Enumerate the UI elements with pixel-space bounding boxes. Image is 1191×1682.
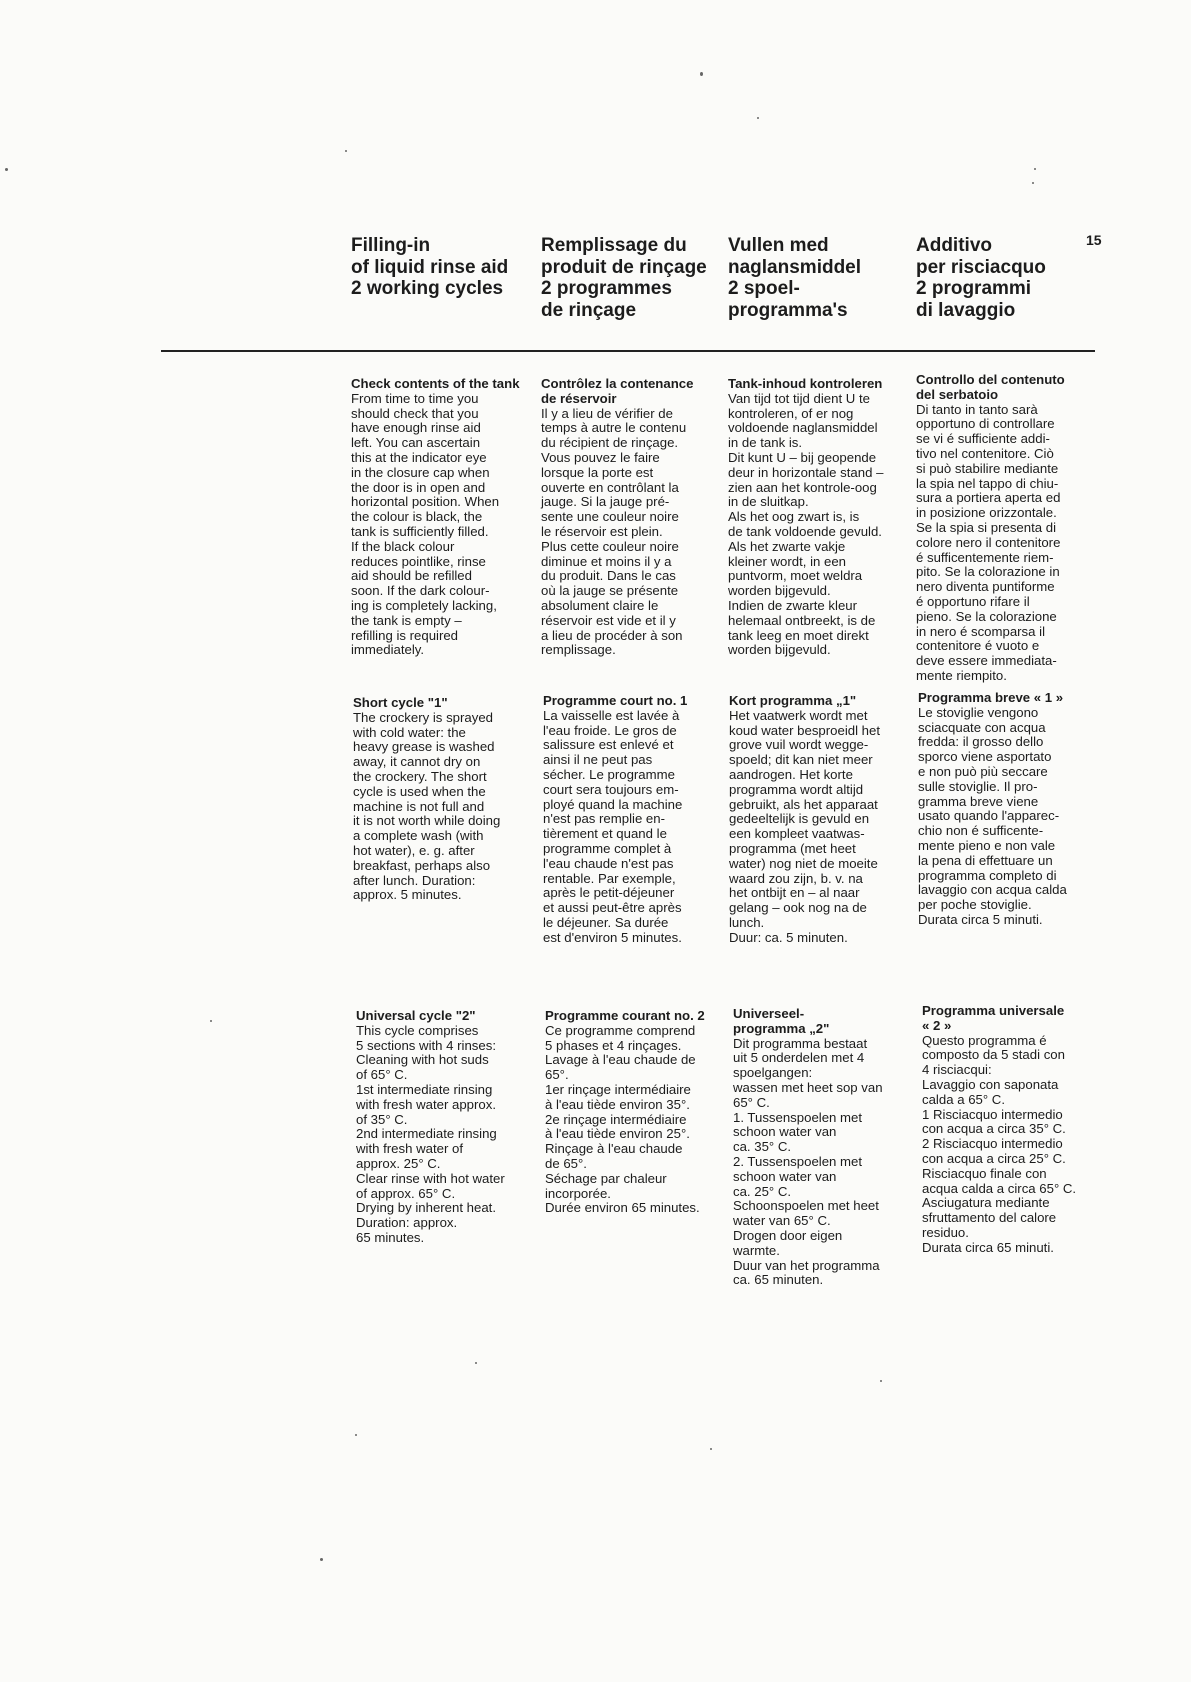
body-text-line: helemaal ontbreekt, is de xyxy=(728,612,876,628)
body-text-line: Rinçage à l'eau chaude xyxy=(545,1141,683,1157)
body-text-line: het ontbijt en – al naar xyxy=(729,885,860,901)
body-text-line: 4 risciacqui: xyxy=(922,1062,992,1078)
body-text-line: programme complet à xyxy=(543,840,672,856)
body-text-line: grove vuil wordt wegge- xyxy=(729,737,869,753)
body-text-line: du récipient de rinçage. xyxy=(541,435,679,451)
body-text-line: mente pieno e non vale xyxy=(918,837,1056,853)
body-text-line: 2. Tussenspoelen met xyxy=(733,1153,863,1169)
body-text-line: tivo nel contenitore. Ciò xyxy=(916,445,1054,461)
body-text-line: per poche stoviglie. xyxy=(918,897,1032,913)
body-text-line: Ce programme comprend xyxy=(545,1022,696,1038)
scan-speck xyxy=(700,72,703,76)
body-text-line: où la jauge se présente xyxy=(541,583,679,599)
body-text-line: rentable. Par exemple, xyxy=(543,870,676,886)
body-text-line: een kompleet vaatwas- xyxy=(729,826,865,842)
body-text-line: ing is completely lacking, xyxy=(351,597,497,613)
body-text-line: it is not worth while doing xyxy=(353,813,501,829)
body-text-line: in de tank is. xyxy=(728,435,803,451)
body-text-line: Lavaggio con saponata xyxy=(922,1076,1059,1092)
section-title: Programme court no. 1 xyxy=(543,693,688,708)
body-text-line: Clear rinse with hot water xyxy=(356,1170,505,1186)
universal-cycle-french xyxy=(545,1009,745,1216)
body-text-line: aandrogen. Het korte xyxy=(729,766,853,782)
check-contents-english xyxy=(351,377,551,658)
scan-speck xyxy=(710,1448,712,1450)
body-text-line: 2e rinçage intermédiaire xyxy=(545,1111,687,1127)
body-text-line: l'eau froide. Le gros de xyxy=(543,722,677,738)
body-text-line: se vi é sufficiente addi- xyxy=(916,431,1050,447)
body-text-line: of approx. 65° C. xyxy=(356,1185,456,1201)
section-title: Short cycle "1" xyxy=(353,695,448,710)
body-text-line: horizontal position. When xyxy=(351,494,500,510)
body-text-line: sciacquate con acqua xyxy=(918,719,1046,735)
body-text-line: absolument claire le xyxy=(541,597,659,613)
body-text-line: colore nero il contenitore xyxy=(916,534,1061,550)
body-text-line: Plus cette couleur noire xyxy=(541,538,679,554)
body-text-line: ainsi il ne peut pas xyxy=(543,752,653,768)
body-text-line: 1. Tussenspoelen met xyxy=(733,1109,863,1125)
body-text-line: gramma breve viene xyxy=(918,793,1039,809)
body-text-line: incorporée. xyxy=(545,1185,611,1201)
check-contents-italian xyxy=(916,373,1116,684)
body-text-line: 65 minutes. xyxy=(356,1229,425,1245)
body-text-line: with fresh water approx. xyxy=(356,1096,496,1112)
body-text-line: est d'environ 5 minutes. xyxy=(543,929,682,945)
body-text-line: programma completo di xyxy=(918,867,1057,883)
short-cycle-dutch xyxy=(729,694,929,946)
body-text-line: sente une couleur noire xyxy=(541,509,679,525)
body-text-line: réservoir est vide et il y xyxy=(541,612,676,628)
check-contents-dutch xyxy=(728,377,928,658)
body-text-line: Vous pouvez le faire xyxy=(541,449,660,465)
body-text-line: sécher. Le programme xyxy=(543,766,675,782)
heading-line: Filling-in xyxy=(351,235,431,256)
body-text-line: From time to time you xyxy=(351,390,479,406)
body-text-line: kontroleren, of er nog xyxy=(728,405,854,421)
heading-line: 2 working cycles xyxy=(351,278,504,299)
scan-speck xyxy=(1032,182,1034,184)
body-text-line: water van 65° C. xyxy=(733,1213,831,1229)
body-text-line: tank is sufficiently filled. xyxy=(351,523,489,539)
body-text-line: l'eau chaude n'est pas xyxy=(543,855,674,871)
body-text-line: Questo programma é xyxy=(922,1032,1047,1048)
horizontal-rule xyxy=(161,350,1095,352)
body-text-line: heavy grease is washed xyxy=(353,739,495,755)
body-text-line: à l'eau tiède environ 35°. xyxy=(545,1096,690,1112)
page-number: 15 xyxy=(1086,232,1102,248)
body-text-line: salissure est enlevé et xyxy=(543,737,674,753)
body-text-line: remplissage. xyxy=(541,642,616,658)
body-text-line: de 65°. xyxy=(545,1155,587,1171)
body-text-line: in posizione orizzontale. xyxy=(916,505,1057,521)
heading-line: per risciacquo xyxy=(916,256,1046,278)
body-text-line: usato quando l'apparec- xyxy=(918,808,1060,824)
body-text-line: approx. 25° C. xyxy=(356,1155,441,1171)
body-text-line: à l'eau tiède environ 25°. xyxy=(545,1126,690,1142)
body-text-line: fredda: il grosso dello xyxy=(918,734,1044,750)
body-text-line: sfruttamento del calore xyxy=(922,1210,1057,1226)
heading-line: Vullen med xyxy=(728,235,829,256)
body-text-line: le réservoir est plein. xyxy=(541,523,663,539)
body-text-line: é sufficentemente riem- xyxy=(916,549,1054,565)
body-text-line: Drogen door eigen xyxy=(733,1227,843,1243)
body-text-line: puntvorm, moet weldra xyxy=(728,568,863,584)
section-title: programma „2" xyxy=(733,1020,830,1036)
body-text-line: zien aan het kontrole-oog xyxy=(728,479,877,495)
body-text-line: gedeeltelijk is gevuld en xyxy=(729,811,870,827)
body-text-line: Indien de zwarte kleur xyxy=(728,597,858,613)
body-text-line: 65° C. xyxy=(733,1094,770,1110)
body-text-line: Duur: ca. 5 minuten. xyxy=(729,929,848,945)
body-text-line: gebruikt, als het apparaat xyxy=(729,796,878,812)
section-title: Programme courant no. 2 xyxy=(545,1008,705,1023)
body-text-line: deve essere immediata- xyxy=(916,653,1057,669)
body-text-line: 5 phases et 4 rinçages. xyxy=(545,1037,682,1053)
universal-cycle-english xyxy=(356,1009,556,1246)
body-text-line: composto da 5 stadi con xyxy=(922,1047,1065,1063)
body-text-line: cycle is used when the xyxy=(353,783,486,799)
universal-cycle-italian xyxy=(922,1004,1122,1256)
body-text-line: Als het zwarte vakje xyxy=(728,538,846,554)
body-text-line: schoon water van xyxy=(733,1124,837,1140)
body-text-line: in de sluitkap. xyxy=(728,494,809,510)
body-text-line: machine is not full and xyxy=(353,798,485,814)
body-text-line: reduces pointlike, rinse xyxy=(351,553,486,569)
body-text-line: spoelgangen: xyxy=(733,1065,813,1081)
section-title: del serbatoio xyxy=(916,386,999,402)
body-text-line: with cold water: the xyxy=(353,724,466,740)
body-text-line: Schoonspoelen met heet xyxy=(733,1198,879,1214)
heading-line: of liquid rinse aid xyxy=(351,256,509,278)
body-text-line: 2 Risciacquo intermedio xyxy=(922,1136,1063,1152)
body-text-line: opportuno di controllare xyxy=(916,416,1055,432)
scan-speck xyxy=(355,1434,357,1436)
body-text-line: calda a 65° C. xyxy=(922,1091,1005,1107)
body-text-line: 2nd intermediate rinsing xyxy=(356,1126,497,1142)
heading-line: di lavaggio xyxy=(916,299,1016,321)
universal-cycle-dutch xyxy=(733,1007,933,1288)
body-text-line: Dit kunt U – bij geopende xyxy=(728,449,877,465)
body-text-line: ployé quand la machine xyxy=(543,796,683,812)
body-text-line: voldoende naglansmiddel xyxy=(728,420,878,436)
body-text-line: away, it cannot dry on xyxy=(353,754,481,770)
body-text-line: spoeld; dit kan niet meer xyxy=(729,752,873,768)
body-text-line: pieno. Se la colorazione xyxy=(916,608,1057,624)
section-title: « 2 » xyxy=(922,1017,952,1033)
body-text-line: sporco viene asportato xyxy=(918,749,1052,765)
body-text-line: worden bijgevuld. xyxy=(728,642,831,658)
body-text-line: koud water besproeidl het xyxy=(729,722,881,738)
scan-speck xyxy=(757,117,759,119)
body-text-line: after lunch. Duration: xyxy=(353,872,476,888)
body-text-line: lorsque la porte est xyxy=(541,464,654,480)
body-text-line: with fresh water of xyxy=(356,1141,464,1157)
body-text-line: acqua calda a circa 65° C. xyxy=(922,1180,1077,1196)
body-text-line: waard zou zijn, b. v. na xyxy=(729,870,863,886)
body-text-line: Van tijd tot tijd dient U te xyxy=(728,390,870,406)
scan-speck xyxy=(320,1558,323,1561)
body-text-line: Le stoviglie vengono xyxy=(918,704,1039,720)
body-text-line: nero diventa puntiforme xyxy=(916,579,1055,595)
body-text-line: Il y a lieu de vérifier de xyxy=(541,405,673,421)
heading-line: Remplissage du xyxy=(541,235,687,256)
body-text-line: temps à autre le contenu xyxy=(541,420,687,436)
body-text-line: programma (met heet xyxy=(729,840,856,856)
body-text-line: 1 Risciacquo intermedio xyxy=(922,1106,1063,1122)
body-text-line: The crockery is sprayed xyxy=(353,709,493,725)
body-text-line: ca. 65 minuten. xyxy=(733,1272,824,1288)
body-text-line: immediately. xyxy=(351,642,425,658)
body-text-line: de tank voldoende gevuld. xyxy=(728,523,882,539)
body-text-line: n'est pas remplie en- xyxy=(543,811,665,827)
heading-dutch xyxy=(728,235,918,321)
body-text-line: 1er rinçage intermédiaire xyxy=(545,1081,691,1097)
body-text-line: 1st intermediate rinsing xyxy=(356,1081,493,1097)
heading-line: 2 programmi xyxy=(916,278,1032,299)
body-text-line: diminue et moins il y a xyxy=(541,553,672,569)
body-text-line: the door is in open and xyxy=(351,479,486,495)
section-title: Programma universale xyxy=(922,1003,1065,1018)
heading-french xyxy=(541,235,731,321)
heading-line: 2 programmes xyxy=(541,278,672,299)
body-text-line: of 35° C. xyxy=(356,1111,408,1127)
body-text-line: Lavage à l'eau chaude de xyxy=(545,1052,696,1068)
body-text-line: the crockery. The short xyxy=(353,768,487,784)
scan-speck xyxy=(210,1020,212,1022)
body-text-line: approx. 5 minutes. xyxy=(353,887,462,903)
body-text-line: le déjeuner. Sa durée xyxy=(543,914,669,930)
body-text-line: 65°. xyxy=(545,1067,569,1083)
heading-line: 2 spoel- xyxy=(728,278,800,299)
body-text-line: kleiner wordt, in een xyxy=(728,553,847,569)
heading-line: Additivo xyxy=(916,235,992,256)
body-text-line: mente riempito. xyxy=(916,667,1007,683)
body-text-line: ca. 35° C. xyxy=(733,1139,792,1155)
body-text-line: ca. 25° C. xyxy=(733,1183,792,1199)
body-text-line: tank leeg en moet direkt xyxy=(728,627,869,643)
body-text-line: the colour is black, the xyxy=(351,509,483,525)
scan-speck xyxy=(880,1380,882,1382)
body-text-line: 5 sections with 4 rinses: xyxy=(356,1037,496,1053)
body-text-line: court sera toujours em- xyxy=(543,781,679,797)
body-text-line: Séchage par chaleur xyxy=(545,1170,667,1186)
scan-speck xyxy=(475,1362,477,1364)
body-text-line: Duration: approx. xyxy=(356,1215,458,1231)
body-text-line: chio non é sufficente- xyxy=(918,823,1044,839)
body-text-line: con acqua a circa 25° C. xyxy=(922,1150,1066,1166)
short-cycle-french xyxy=(543,694,743,946)
body-text-line: e non può più seccare xyxy=(918,763,1048,779)
heading-italian xyxy=(916,235,1106,321)
body-text-line: wassen met heet sop van xyxy=(733,1079,883,1095)
body-text-line: warmte. xyxy=(733,1242,780,1258)
body-text-line: con acqua a circa 35° C. xyxy=(922,1121,1066,1137)
body-text-line: This cycle comprises xyxy=(356,1022,479,1038)
section-title: Kort programma „1" xyxy=(729,693,857,708)
body-text-line: lunch. xyxy=(729,914,765,930)
body-text-line: ouverte en contrôlant la xyxy=(541,479,679,495)
body-text-line: aid should be refilled xyxy=(351,568,472,584)
body-text-line: Drying by inherent heat. xyxy=(356,1200,497,1216)
heading-line: de rinçage xyxy=(541,299,637,321)
body-text-line: Asciugatura mediante xyxy=(922,1195,1050,1211)
scan-speck xyxy=(5,168,8,171)
body-text-line: Di tanto in tanto sarà xyxy=(916,401,1038,417)
body-text-line: Durata circa 5 minuti. xyxy=(918,911,1043,927)
body-text-line: a complete wash (with xyxy=(353,828,484,844)
body-text-line: Cleaning with hot suds xyxy=(356,1052,489,1068)
body-text-line: gelang – ook nog na de xyxy=(729,900,867,916)
body-text-line: worden bijgevuld. xyxy=(728,583,831,599)
body-text-line: should check that you xyxy=(351,405,479,421)
section-title: Controllo del contenuto xyxy=(916,372,1065,387)
body-text-line: in the closure cap when xyxy=(351,464,490,480)
check-contents-french xyxy=(541,377,741,658)
body-text-line: Se la spia si presenta di xyxy=(916,519,1057,535)
body-text-line: jauge. Si la jauge pré- xyxy=(541,494,670,510)
body-text-line: Durata circa 65 minuti. xyxy=(922,1239,1054,1255)
heading-line: produit de rinçage xyxy=(541,256,707,278)
body-text-line: this at the indicator eye xyxy=(351,449,487,465)
scan-speck xyxy=(345,150,347,152)
body-text-line: schoon water van xyxy=(733,1168,837,1184)
body-text-line: Dit programma bestaat xyxy=(733,1035,868,1051)
body-text-line: La vaisselle est lavée à xyxy=(543,707,680,723)
body-text-line: in nero é scomparsa il xyxy=(916,623,1046,639)
body-text-line: soon. If the dark colour- xyxy=(351,583,490,599)
body-text-line: Als het oog zwart is, is xyxy=(728,509,860,525)
body-text-line: left. You can ascertain xyxy=(351,435,481,451)
body-text-line: breakfast, perhaps also xyxy=(353,857,491,873)
body-text-line: si può stabilire mediante xyxy=(916,460,1059,476)
heading-line: programma's xyxy=(728,299,848,321)
body-text-line: the tank is empty – xyxy=(351,612,462,628)
body-text-line: hot water), e. g. after xyxy=(353,842,475,858)
body-text-line: uit 5 onderdelen met 4 xyxy=(733,1050,865,1066)
section-title: de réservoir xyxy=(541,390,617,406)
body-text-line: sulle stoviglie. Il pro- xyxy=(918,778,1038,794)
body-text-line: pito. Se la colorazione in xyxy=(916,564,1060,580)
section-title: Programma breve « 1 » xyxy=(918,690,1064,705)
body-text-line: residuo. xyxy=(922,1224,969,1240)
section-title: Tank-inhoud kontroleren xyxy=(728,376,883,391)
body-text-line: a lieu de procéder à son xyxy=(541,627,683,643)
body-text-line: du produit. Dans le cas xyxy=(541,568,676,584)
body-text-line: la pena di effettuare un xyxy=(918,852,1053,868)
body-text-line: of 65° C. xyxy=(356,1067,408,1083)
body-text-line: la spia nel tappo di chiu- xyxy=(916,475,1059,491)
body-text-line: é opportuno rifare il xyxy=(916,593,1030,609)
body-text-line: Durée environ 65 minutes. xyxy=(545,1200,700,1216)
body-text-line: Risciacquo finale con xyxy=(922,1165,1047,1181)
short-cycle-italian xyxy=(918,691,1118,928)
section-title: Contrôlez la contenance xyxy=(541,376,694,391)
section-title: Check contents of the tank xyxy=(351,376,520,391)
body-text-line: contenitore é vuoto e xyxy=(916,638,1040,654)
body-text-line: have enough rinse aid xyxy=(351,420,481,436)
scan-speck xyxy=(1034,168,1036,170)
heading-line: naglansmiddel xyxy=(728,256,862,278)
body-text-line: If the black colour xyxy=(351,538,455,554)
body-text-line: programma wordt altijd xyxy=(729,781,864,797)
short-cycle-english xyxy=(353,696,553,903)
body-text-line: après le petit-déjeuner xyxy=(543,885,675,901)
body-text-line: refilling is required xyxy=(351,627,459,643)
body-text-line: sura a portiera aperta ed xyxy=(916,490,1061,506)
body-text-line: water) nog niet de moeite xyxy=(729,855,878,871)
section-title: Universeel- xyxy=(733,1006,805,1021)
body-text-line: deur in horizontale stand – xyxy=(728,464,884,480)
body-text-line: lavaggio con acqua calda xyxy=(918,882,1067,898)
body-text-line: tièrement et quand le xyxy=(543,826,667,842)
section-title: Universal cycle "2" xyxy=(356,1008,476,1023)
body-text-line: Het vaatwerk wordt met xyxy=(729,707,868,723)
body-text-line: Duur van het programma xyxy=(733,1257,880,1273)
body-text-line: et aussi peut-être après xyxy=(543,900,682,916)
heading-english xyxy=(351,235,541,300)
